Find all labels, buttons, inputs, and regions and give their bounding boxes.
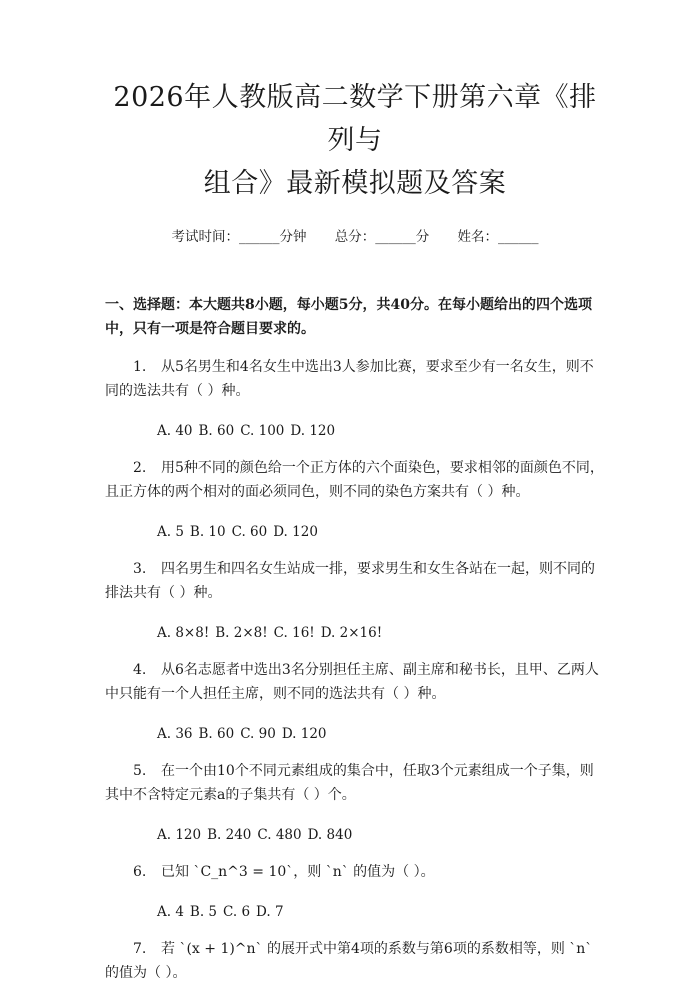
- student-name: 姓名：______: [457, 229, 539, 245]
- question-6-options: [157, 901, 605, 923]
- question-2-options: [157, 521, 605, 543]
- question-text: 在一个由10个不同元素组成的集合中，任取3个元素组成一个子集，则其中不含特定元素a的子集共有（ ）个。: [105, 763, 594, 803]
- question-5: [105, 759, 605, 807]
- option-c: C. 90: [240, 726, 276, 742]
- question-number: 5.: [133, 763, 147, 779]
- title-line-1: 2026年人教版高二数学下册第六章《排列与: [113, 82, 597, 156]
- option-c: C. 100: [240, 423, 285, 439]
- question-number: 4.: [133, 662, 147, 678]
- question-number: 6.: [133, 864, 147, 880]
- question-4-options: [157, 723, 605, 745]
- question-5-options: [157, 824, 605, 846]
- exam-meta: [105, 227, 605, 247]
- question-text: 若 `(x + 1)^n` 的展开式中第4项的系数与第6项的系数相等，则 `n` 的值为（ ）。: [105, 941, 593, 981]
- question-4: [105, 658, 605, 706]
- question-1: [105, 355, 605, 403]
- exam-time: 考试时间：______分钟: [171, 229, 307, 245]
- option-d: D. 840: [307, 827, 353, 843]
- option-c: C. 60: [231, 524, 268, 540]
- option-c: C. 16!: [273, 625, 315, 641]
- question-text: 从6名志愿者中选出3名分别担任主席、副主席和秘书长，且甲、乙两人中只能有一个人担任主席，则不同的选法共有（ ）种。: [105, 662, 599, 702]
- question-3: [105, 557, 605, 605]
- document-title: [105, 76, 605, 205]
- question-2: [105, 456, 605, 504]
- option-c: C. 480: [257, 827, 302, 843]
- question-number: 3.: [133, 561, 147, 577]
- option-d: D. 120: [290, 423, 336, 439]
- option-b: B. 60: [198, 423, 235, 439]
- option-b: B. 2×8!: [215, 625, 268, 641]
- question-text: 用5种不同的颜色给一个正方体的六个面染色，要求相邻的面颜色不同，且正方体的两个相对的面必须同色，则不同的染色方案共有（ ）种。: [105, 460, 604, 500]
- question-number: 2.: [133, 460, 147, 476]
- option-a: A. 120: [157, 827, 202, 843]
- question-text: 已知 `C_n^3 = 10`，则 `n` 的值为（ ）。: [161, 864, 435, 880]
- option-c: C. 6: [223, 904, 251, 920]
- option-a: A. 40: [157, 423, 193, 439]
- option-d: D. 120: [273, 524, 318, 540]
- option-a: A. 4: [157, 904, 184, 920]
- option-b: B. 10: [189, 524, 226, 540]
- section-header: 一、选择题：本大题共8小题，每小题5分，共40分。在每小题给出的四个选项中，只有一项是符合题目要求的。: [105, 297, 592, 337]
- option-b: B. 240: [207, 827, 252, 843]
- question-number: 7.: [133, 941, 147, 957]
- option-a: A. 36: [157, 726, 193, 742]
- question-3-options: [157, 622, 605, 644]
- option-d: D. 120: [281, 726, 327, 742]
- question-1-options: [157, 420, 605, 442]
- title-line-2: 组合》最新模拟题及答案: [203, 168, 507, 199]
- question-list: [105, 355, 605, 985]
- option-a: A. 8×8!: [157, 625, 210, 641]
- exam-total-score: 总分：______分: [334, 229, 430, 245]
- option-a: A. 5: [157, 524, 184, 540]
- question-text: 从5名男生和4名女生中选出3人参加比赛，要求至少有一名女生，则不同的选法共有（ ）种。: [105, 359, 594, 399]
- option-d: D. 7: [256, 904, 284, 920]
- question-number: 1.: [133, 359, 147, 375]
- option-d: D. 2×16!: [320, 625, 383, 641]
- option-b: B. 5: [189, 904, 218, 920]
- option-b: B. 60: [198, 726, 235, 742]
- question-7: [105, 937, 605, 985]
- question-text: 四名男生和四名女生站成一排，要求男生和女生各站在一起，则不同的排法共有（ ）种。: [105, 561, 595, 601]
- question-6: [105, 860, 605, 884]
